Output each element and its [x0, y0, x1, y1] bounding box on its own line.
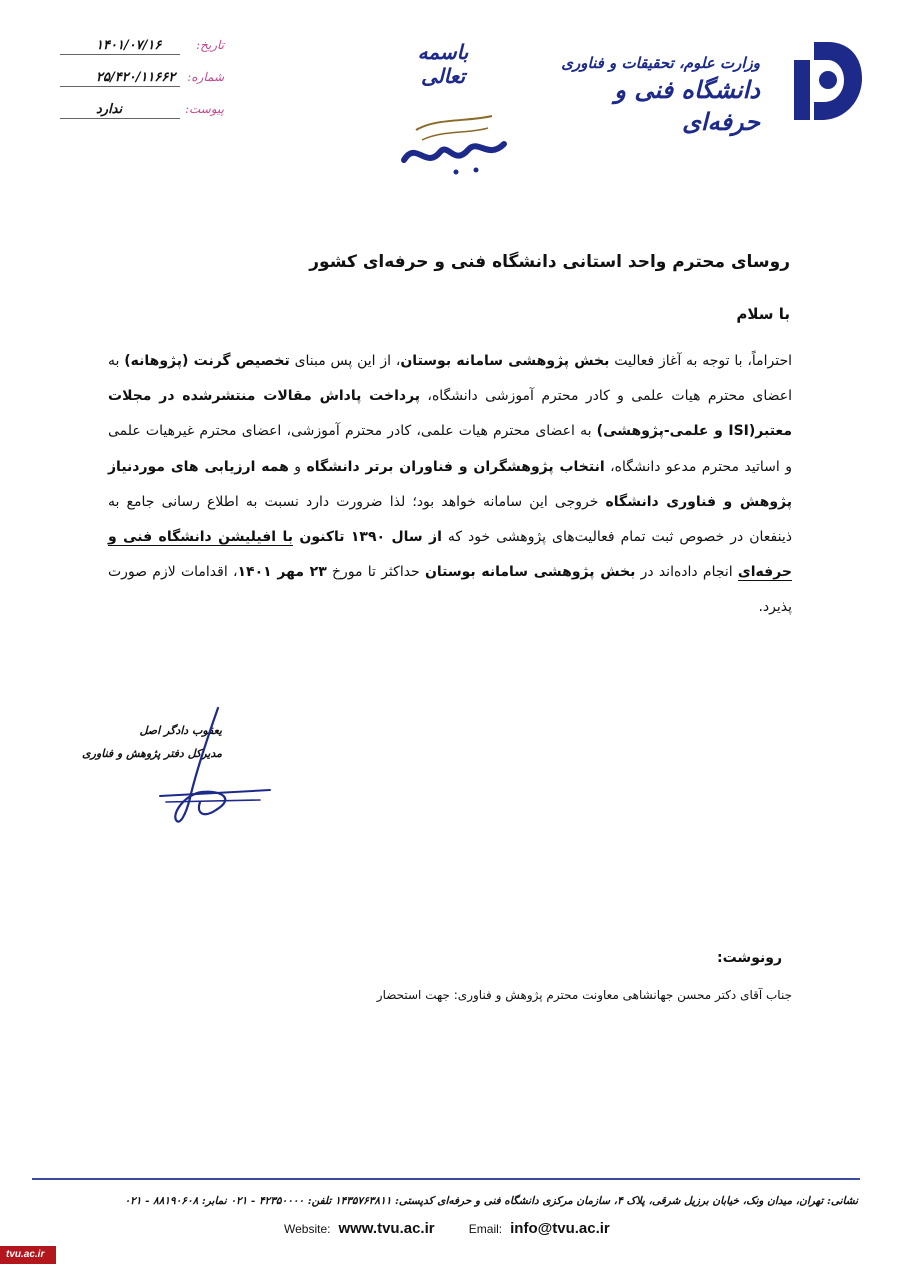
copy-line: جناب آقای دکتر محسن جهانشاهی معاونت محترم پژوهش و فناوری: جهت استحضار [376, 988, 792, 1002]
attachment-underline [60, 118, 180, 119]
number-row [54, 68, 224, 100]
body-segment: با افیلیشن دانشگاه فنی و حرفه‌ای [108, 529, 792, 581]
attachment-label: پیوست: [184, 102, 224, 116]
website-label: Website: [284, 1222, 331, 1236]
date-value: ۱۴۰۱/۰۷/۱۶ [96, 38, 162, 53]
date-underline [60, 54, 180, 55]
body-segment: به اعضای محترم هیات علمی، کادر محترم آموزشی، اعضای محترم غیرهیات علمی و اساتید محترم مدعو دانشگاه، [108, 423, 792, 475]
copy-title: رونوشت: [717, 950, 782, 966]
body-segment: خروجی این سامانه خواهد بود؛ لذا ضرورت دارد نسبت به اطلاع رسانی جامع به ذینفعان در خصوص ثبت تمام فعالیت‌های پژوهشی خود که [108, 493, 792, 546]
number-underline [60, 86, 180, 87]
ministry-name: وزارت علوم، تحقیقات و فناوری [561, 54, 760, 72]
footer-contact [284, 1220, 640, 1237]
logo-text [540, 52, 760, 138]
footer-divider [32, 1178, 860, 1180]
number-label: شماره: [187, 70, 224, 84]
body-segment: بخش پژوهشی سامانه بوستان [400, 353, 610, 369]
body-segment: انجام داده‌اند در [635, 564, 738, 581]
body-segment: ، اقدامات لازم صورت پذیرد. [108, 564, 792, 616]
greeting: با سلام [736, 305, 790, 323]
body-segment: انتخاب پژوهشگران و فناوران برتر دانشگاه [306, 458, 605, 475]
body-segment: از سال ۱۳۹۰ تاکنون [292, 529, 442, 546]
year-slogan-emblem [396, 100, 516, 180]
basmala: باسمه تعالی [417, 40, 469, 88]
body-segment: حداکثر تا مورخ [326, 564, 425, 581]
email-link[interactable]: info@tvu.ac.ir [510, 1220, 610, 1237]
university-name: دانشگاه فنی و حرفه‌ای [614, 75, 760, 136]
site-badge: tvu.ac.ir [0, 1246, 56, 1264]
handwritten-signature-icon [156, 702, 276, 832]
attachment-value: ندارد [96, 102, 123, 117]
recipient: روسای محترم واحد استانی دانشگاه فنی و حرفه‌ای کشور [309, 252, 790, 272]
signer-name: یعقوب دادگر اصل [139, 724, 222, 737]
letter-meta [54, 36, 224, 132]
letter-body [108, 344, 792, 626]
body-segment: به اعضای محترم هیات علمی و کادر محترم آموزشی دانشگاه، [108, 353, 792, 405]
body-segment: ، از این پس مبنای [289, 353, 401, 369]
email-label: Email: [468, 1222, 503, 1236]
footer-address: نشانی: تهران، میدان ونک، خیابان برزیل شرقی، پلاک ۴، سازمان مرکزی دانشگاه فنی و حرفه‌ای کدپستی: ۱۴۳۵۷۶۳۸۱۱ تلفن: ۴۲۳۵۰۰۰۰ - ۰۲۱ نمابر: ۸۸۱۹۰۶۰۸ - ۰۲۱ [124, 1195, 858, 1207]
website-link[interactable]: www.tvu.ac.ir [338, 1220, 435, 1237]
signer-title: مدیرکل دفتر پژوهش و فناوری [82, 747, 222, 760]
body-segment: بخش پژوهشی سامانه بوستان [424, 564, 636, 581]
body-segment: احتراماً، با توجه به آغاز فعالیت [609, 353, 793, 369]
date-label: تاریخ: [196, 38, 224, 52]
body-segment: و [288, 458, 307, 475]
date-row [54, 36, 224, 68]
body-segment: تخصیص گرنت (پژوهانه) [124, 353, 290, 369]
attachment-row [54, 100, 224, 132]
body-segment: پرداخت پاداش مقالات منتشرشده در مجلات معتبر(ISI و علمی-پژوهشی) [108, 388, 792, 440]
body-segment: همه ارزیابی های موردنیاز پژوهش و فناوری دانشگاه [108, 458, 792, 510]
university-logo-icon [792, 40, 864, 122]
body-segment: ۲۳ مهر ۱۴۰۱ [237, 564, 327, 581]
number-value: ۲۵/۴۲۰/۱۱۶۶۲ [96, 70, 176, 85]
